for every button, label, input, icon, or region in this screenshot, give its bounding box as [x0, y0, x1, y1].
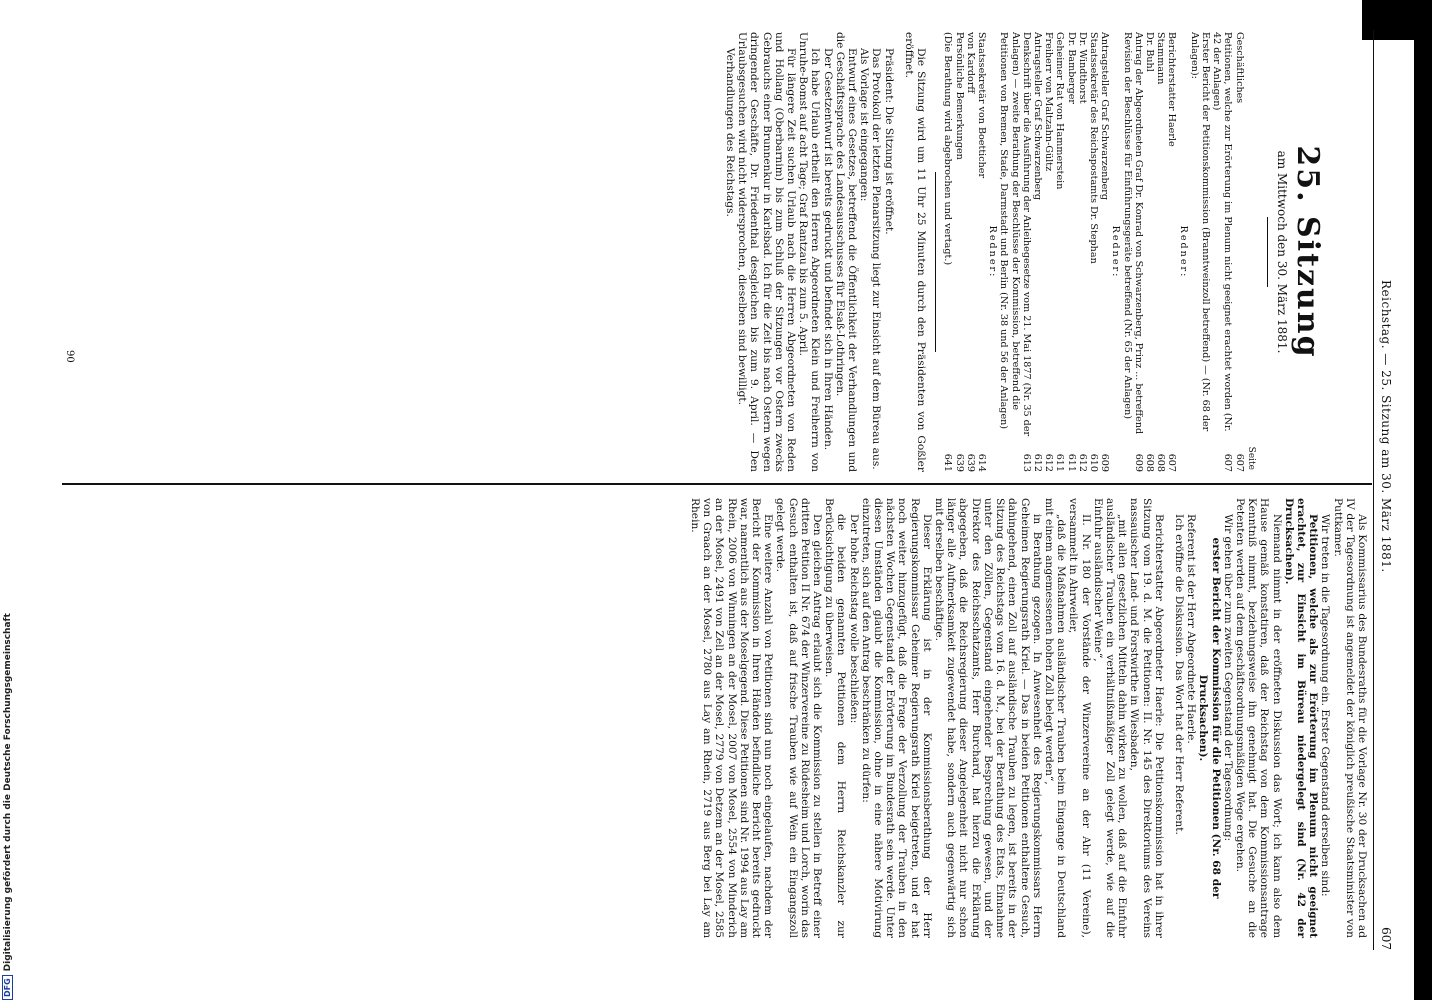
- document-page: [60, 20, 1400, 960]
- paragraph: Wir treten in die Tagesordnung ein. Erster Gegenstand derselben sind:: [1319, 514, 1332, 897]
- toc-redner-label: Redner:: [987, 225, 999, 279]
- digitization-caption: [2, 600, 14, 1000]
- toc-entry: [1099, 32, 1110, 472]
- toc-redner-label: Redner:: [1177, 225, 1189, 279]
- toc-entry: [1211, 32, 1233, 472]
- paragraph: Den gleichen Antrag erlaubt sich die Kommission zu stellen in Betreff einer dritten Petition II Nr. 674 der Winzervereine zu Rüdesheim und Lorch, worin das Gesuch enthalten ist, daß auf frische Trauben wie auf Wein ein Eingangszoll gelegt werde.: [774, 498, 824, 938]
- toc-entry-text: von Kardorff: [964, 32, 976, 94]
- toc-entry-text: Antragsteller Graf Schwarzenberg: [1031, 32, 1043, 200]
- toc-entry-text: Geheimer Rat von Hammerstein: [1054, 32, 1066, 190]
- section-rule: [935, 172, 936, 352]
- toc-entry-text: Dr. Buhl: [1143, 32, 1155, 72]
- toc-entry-page: 610: [1087, 453, 1099, 472]
- toc-entry: [942, 32, 953, 472]
- toc-entry-page: 611: [1054, 453, 1066, 472]
- paragraph: Verhandlungen des Reichstags.: [724, 48, 737, 217]
- page-header: [1373, 30, 1392, 950]
- toc-block-2: [1121, 32, 1177, 472]
- toc-entry: [1088, 32, 1099, 472]
- toc-entry-text: (Die Berathung wird abgebrochen und vertagt.): [942, 32, 954, 266]
- toc-entry: [998, 32, 1032, 472]
- paragraph: Der Gesetzentwurf ist bereits gedruckt und befindet sich in Ihren Händen.: [821, 48, 834, 451]
- toc-entry-page: 607: [1166, 453, 1178, 472]
- toc-redner-label: Redner:: [1110, 225, 1122, 279]
- toc-entry: [1077, 32, 1088, 472]
- toc-entry-page: 609: [1099, 453, 1111, 472]
- toc-entry-text: Dr. Windthorst: [1076, 32, 1088, 104]
- toc-entry: [1144, 32, 1155, 472]
- session-date: am Mittwoch den 30. März 1881.: [1275, 150, 1289, 354]
- toc-block-4: [942, 32, 987, 472]
- toc-entry: [1032, 32, 1043, 472]
- paragraph: II. Nr. 180 der Vorstände der Winzervereine an der Ahr (11 Vereine), versammelt in Ahrweiler,: [1067, 498, 1092, 938]
- toc-entry: [1065, 32, 1076, 472]
- toc-entry-page: 609: [1132, 453, 1144, 472]
- toc-entry-page: 607: [1233, 453, 1245, 472]
- caption-text: Digitalisierung gefördert durch die Deutsche Forschungsgemeinschaft: [3, 613, 13, 972]
- paragraph: Als Vorlage ist eingegangen:: [858, 48, 871, 202]
- toc-entry-page: [1189, 442, 1211, 472]
- paragraph: Das Protokoll der letzten Plenarsitzung liegt zur Einsicht auf dem Büreau aus.: [870, 48, 883, 470]
- toc-entry-page: 608: [1155, 453, 1167, 472]
- paragraph: Entwurf eines Gesetzes, betreffend die Öffentlichkeit der Verhandlungen und die Geschäftssprache des Landesausschusses für Elsaß-Lothringen.: [833, 32, 859, 472]
- toc-entry: [953, 32, 964, 472]
- toc-entry-page: 607: [1222, 453, 1234, 472]
- toc-block-1: [1189, 32, 1245, 472]
- toc-entry-page: 641: [942, 453, 954, 472]
- column-divider: [62, 483, 1372, 485]
- paragraph-spacer: [895, 32, 903, 472]
- toc-entry-text: Persönliche Bemerkungen: [953, 32, 965, 160]
- toc-entry: [1166, 32, 1177, 472]
- toc-entry-page: 612: [1031, 453, 1043, 472]
- toc-entry: [976, 32, 987, 472]
- toc-entry: [1054, 32, 1065, 472]
- paragraph: Präsident: Die Sitzung ist eröffnet.: [882, 48, 895, 235]
- dfg-logo: DFG: [2, 975, 13, 1000]
- paragraph-spacer: [1165, 498, 1173, 938]
- paragraph: „mit allen gesetzlichen Mitteln dahin wirken zu wollen, daß auf die Einfuhr ausländischer Trauben ein verhältnißmäßiger Zoll gelegt werde, wie auf die Einfuhr ausländischer Weine“,: [1091, 498, 1129, 938]
- toc-seite-label: Seite: [1245, 446, 1256, 470]
- toc-entry-text: Erster Bericht der Petitionskommission (Branntweinzoll betreffend) — (Nr. 68 der Anlagen):: [1188, 32, 1211, 432]
- toc-entry-text: Staatssekretär des Reichspostamts Dr. Stephan: [1087, 32, 1099, 264]
- paragraph: „daß die Maßnahmen ausländischer Trauben beim Eingange in Deutschland mit einem angemessenen hohen Zoll belegt werden“,: [1042, 498, 1068, 938]
- toc-entry-text: Antrag der Abgeordneten Graf Dr. Konrad von Schwarzenberg, Prinz ... betreffend Revision der Beschlüsse für Einführungsgeräte betreffend (Nr. 65 der Anlagen): [1121, 32, 1144, 435]
- toc-entry: [965, 32, 976, 472]
- toc-entry-text: Antragsteller Graf Schwarzenberg: [1099, 32, 1111, 200]
- toc-entry: [1233, 32, 1244, 472]
- toc-entry-text: Freiherr von Maltzahn-Gültz: [1043, 32, 1055, 172]
- paragraph: Referent ist der Herr Abgeordnete Haerle.: [1185, 514, 1198, 744]
- paragraph: Die Sitzung wird um 11 Uhr 25 Minuten durch den Präsidenten von Goßler eröffnet.: [902, 32, 928, 472]
- page-number: 607: [1379, 927, 1393, 950]
- toc-entry-text: Staatssekretär von Boetticher: [975, 32, 987, 179]
- paragraph: Niemand nimmt in der eröffneten Diskussion das Wort; ich kann also dem Hause gemäß konstatiren, daß der Reichstag von dem Kommissionsantrage Kenntniß nimmt, beziehungsweise ihn genehmigt hat. Die Gesuche an die Petenten werden auf dem geschäftsordnungsmäßigen Wege ergehen.: [1233, 498, 1283, 938]
- right-body-text: [689, 498, 1368, 938]
- toc-entry-text: Denkschrift über die Ausführung der Anleihegesetze vom 21. Mai 1877 (Nr. 35 der Anlagen) — zweite Berathung der Beschlüsse der Kommission, betreffend die Petitionen von Bremen, Stade, Darmstadt und Berlin (Nr. 38 und 56 der Anlagen): [998, 32, 1032, 437]
- paragraph: in Berathung gezogen. In Anwesenheit des Regierungskommissars Herrn Geheimen Regierungsrath Kriel. — Das in beiden Petitionen enthaltene Gesuch, dahingehend, einen Zoll auf ausländische Trauben zu legen, ist bereits in der Sitzung des Reichstags vom 16. d. M., bei der Berathung des Etats, Einnahme unter den Zöllen, Gegenstand eingehender Besprechung gewesen, und der Direktor des Reichsschatzamts, Herr Burchard, hat hierzu die Erklärung abgegeben, daß die Reichsregierung dieser Angelegenheit nicht nur schon länger alle Aufmerksamkeit zugewendet habe, sondern auch gegenwärtig sich mit derselben beschäftige.: [933, 498, 1043, 938]
- toc-entry-page: 613: [1020, 453, 1032, 472]
- toc-entry-text: Petitionen, welche zur Erörterung im Plenum nicht geeignet erachtet worden (Nr. 42 der Anlagen): [1211, 32, 1234, 432]
- running-head: Reichstag. — 25. Sitzung am 30. März 1881.: [1379, 280, 1393, 573]
- toc-entry-page: 612: [1043, 453, 1055, 472]
- paragraph: die beiden genannten Petitionen dem Herrn Reichskanzler zur Berücksichtigung zu überweisen.: [823, 498, 848, 938]
- toc-entry-page: 608: [1143, 453, 1155, 472]
- paragraph: Berichterstatter Abgeordneter Haerle: Die Petitionskommission hat in ihrer Sitzung vom 19. d. M. die Petitionen: II. Nr. 145 des Direktoriums des Vereins nassauischer Land- und Forstwirthe in Wiesbaden,: [1128, 498, 1165, 938]
- sheet-signature: 90: [64, 350, 75, 363]
- left-column: [724, 32, 1368, 472]
- paragraph: Dieser Erklärung ist in der Kommissionsberathung der Herr Regierungskommissar Geheimer Regierungsrath Kriel beigetreten, und er hat noch weiter hinzugefügt, daß die Frage der Verzollung der Trauben in den nächsten Wochen Gegenstand der Erörterung im Bundesrath sein werde. Unter diesen Umständen glaubt die Kommission, ohne in eine nähere Motivirung einzutreten, sich auf den Antrag beschränken zu dürfen:: [859, 498, 933, 938]
- left-body-text: [724, 32, 927, 472]
- toc-entry: [1155, 32, 1166, 472]
- paragraph: Für längere Zeit suchen Urlaub nach die Herren Abgeordneten von Reden und Hollang (Oberbarnim) bis zum Schluß der Sitzungen vor Ostern zwecks Gebrauchs einer Brunnenkur in Karlsbad. Ich für die Zeit bis nach Ostern wegen dringender Geschäfte, Dr. Friedenthal desgleichen bis zum 9. April. — Den Urlaubsgesuchen wird nicht widersprochen, dieselben sind bewilligt.: [736, 32, 798, 472]
- paragraph: Ich eröffne die Diskussion. Das Wort hat der Herr Referent.: [1172, 514, 1185, 835]
- paragraph: Als Kommissarius des Bundesraths für die Vorlage Nr. 30 der Drucksachen ad IV der Tagesordnung ist angemeldet der königlich preußische Staatsminister von Puttkamer.: [1331, 498, 1368, 938]
- toc-entry-page: 639: [964, 453, 976, 472]
- paragraph: Der hohe Reichstag wolle beschließen:: [847, 514, 860, 724]
- paragraph: Petitionen, welche als zur Erörterung im Plenum nicht geeignet erachtet, zur Einsicht im Büreau niedergelegt sind (Nr. 42 der Drucksachen).: [1282, 498, 1320, 938]
- title-rule: [1267, 217, 1268, 287]
- toc-entry-text: Dr. Bamberger: [1065, 32, 1077, 104]
- right-column: [689, 498, 1368, 938]
- toc-entry: [1043, 32, 1054, 472]
- toc-block-3: [998, 32, 1110, 472]
- toc-entry-page: 611: [1065, 453, 1077, 472]
- toc-entry-page: 612: [1076, 453, 1088, 472]
- session-title: 25. Sitzung: [1290, 145, 1325, 359]
- toc-entry-text: Stammann: [1155, 32, 1167, 85]
- scanner-edge: [1414, 0, 1432, 1000]
- toc-entry-text: Berichterstatter Haerle: [1166, 32, 1178, 147]
- paragraph: Eine weitere Anzahl von Petitionen sind nun noch eingelaufen, nachdem der Bericht der Kommission in Ihren Händen befindliche Bericht bereits gedruckt war, namentlich aus der Moselgegend. Diese Petitionen sind Nr. 1994 aus Lay am Rhein, 2006 von Winningen an der Mosel, 2007 von Mosel, 2554 von Minderich an der Mosel, 2491 von Zell an der Mosel, 2779 von Detzem an der Mosel, 2585 von Graach an der Mosel, 2780 aus Lay am Rhein, 2719 aus Berg bei Lay am Rhein.: [689, 498, 775, 938]
- paragraph: Wir gehen über zum zweiten Gegenstand der Tagesordnung:: [1221, 514, 1234, 842]
- toc-entry: [1121, 32, 1143, 472]
- paragraph: erster Bericht der Kommission für die Petitionen (Nr. 68 der Drucksachen).: [1197, 537, 1222, 899]
- toc-entry-page: 614: [975, 453, 987, 472]
- toc-entry: [1189, 32, 1211, 472]
- paragraph: Ich habe Urlaub ertheilt den Herren Abgeordneten Klein und Freiherrn von Unruhe-Bomst auf acht Tage; Graf Rantzau bis zum 5. April.: [797, 32, 822, 472]
- toc-entry-text: Geschäftliches: [1233, 32, 1245, 104]
- toc-entry-page: 639: [953, 453, 965, 472]
